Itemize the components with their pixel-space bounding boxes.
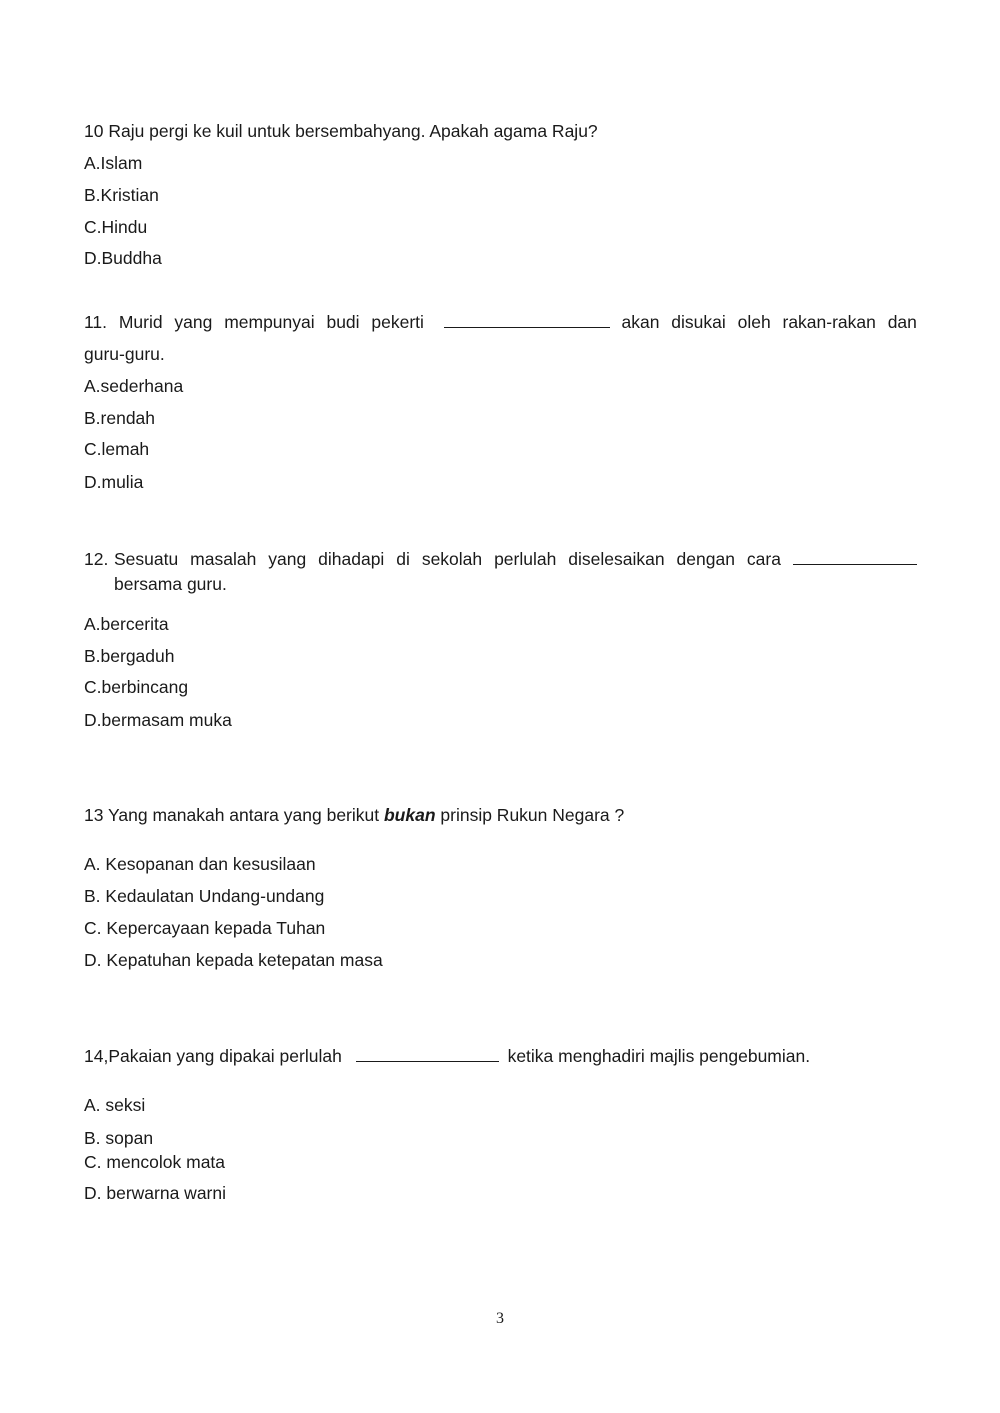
- q12-word: yang: [268, 549, 307, 569]
- q13-prefix: 13 Yang manakah antara yang berikut: [84, 805, 384, 825]
- q11-word: Murid: [118, 312, 163, 332]
- q13-option-c: C. Kepercayaan kepada Tuhan: [84, 918, 326, 938]
- question-13-text: [84, 804, 624, 826]
- q12-option-b: B.bergaduh: [84, 646, 175, 666]
- q13-option-a: A. Kesopanan dan kesusilaan: [84, 854, 316, 874]
- q12-option-a: A.bercerita: [84, 614, 169, 634]
- q11-word: rakan-rakan: [782, 312, 876, 332]
- question-12-text: [114, 548, 917, 570]
- q11-option-a: A.sederhana: [84, 376, 184, 396]
- q12-word: dengan: [676, 549, 735, 569]
- question-14-text: [84, 1045, 810, 1067]
- q12-word: Sesuatu: [114, 549, 179, 569]
- q11-word: disukai: [671, 312, 726, 332]
- q12-word: di: [396, 549, 410, 569]
- q12-word: diselesaikan: [568, 549, 665, 569]
- q14-option-c: C. mencolok mata: [84, 1152, 226, 1172]
- q10-option-a: A.Islam: [84, 153, 143, 173]
- q11-word: mempunyai: [224, 312, 315, 332]
- q12-continuation: bersama guru.: [114, 574, 227, 594]
- q11-answer-blank: [444, 311, 610, 328]
- q11-word: 11.: [84, 312, 108, 332]
- q11-continuation: guru-guru.: [84, 344, 165, 364]
- q12-option-d: D.bermasam muka: [84, 710, 232, 730]
- q13-suffix: prinsip Rukun Negara ?: [435, 805, 625, 825]
- q12-word: perlulah: [494, 549, 557, 569]
- q14-option-a: A. seksi: [84, 1095, 146, 1115]
- q12-word: dihadapi: [318, 549, 385, 569]
- q11-word: oleh: [737, 312, 771, 332]
- question-10-text: 10 Raju pergi ke kuil untuk bersembahyang. Apakah agama Raju?: [84, 121, 598, 141]
- q11-option-c: C.lemah: [84, 439, 150, 459]
- q13-emphasis: bukan: [383, 805, 436, 825]
- q10-option-d: D.Buddha: [84, 248, 162, 268]
- q11-word: yang: [174, 312, 213, 332]
- q11-option-b: B.rendah: [84, 408, 156, 428]
- q11-word: dan: [887, 312, 917, 332]
- q14-option-b: B. sopan: [84, 1128, 154, 1148]
- q14-answer-blank: [356, 1045, 499, 1062]
- q14-prefix: 14,Pakaian yang dipakai perlulah: [84, 1046, 342, 1066]
- q12-answer-blank: [793, 548, 917, 565]
- q11-word: budi: [326, 312, 360, 332]
- q10-option-b: B.Kristian: [84, 185, 159, 205]
- q11-word: akan: [621, 312, 660, 332]
- q12-word: sekolah: [421, 549, 483, 569]
- q14-option-d: D. berwarna warni: [84, 1183, 226, 1203]
- q12-word: masalah: [190, 549, 257, 569]
- q13-option-d: D. Kepatuhan kepada ketepatan masa: [84, 950, 383, 970]
- q10-option-c: C.Hindu: [84, 217, 148, 237]
- page-number: 3: [496, 1310, 504, 1327]
- q13-option-b: B. Kedaulatan Undang-undang: [84, 886, 325, 906]
- question-11-text: [84, 311, 917, 333]
- q11-option-d: D.mulia: [84, 472, 144, 492]
- q12-word: cara: [746, 549, 781, 569]
- q12-number: 12.: [84, 549, 109, 569]
- q12-option-c: C.berbincang: [84, 677, 189, 697]
- q14-suffix: ketika menghadiri majlis pengebumian.: [507, 1046, 811, 1066]
- q11-word: pekerti: [371, 312, 424, 332]
